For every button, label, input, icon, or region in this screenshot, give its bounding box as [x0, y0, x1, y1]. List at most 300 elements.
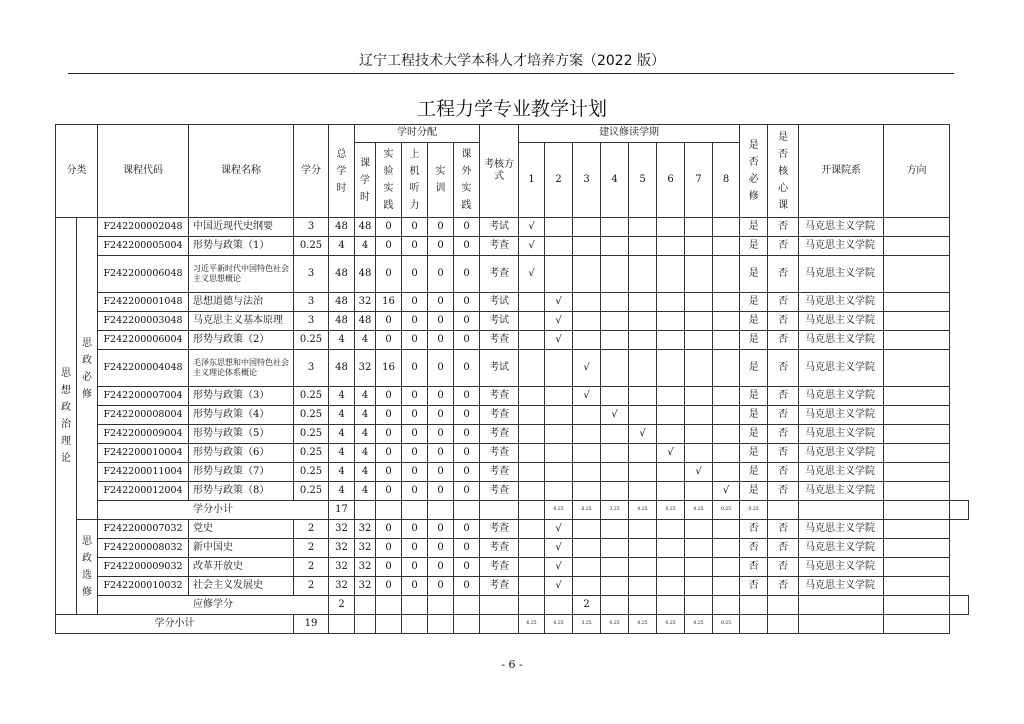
semester-cell [713, 256, 740, 293]
table-row [56, 218, 969, 237]
course-exam: 考查 [480, 463, 519, 482]
course-code: F242200009004 [98, 425, 189, 444]
semester-cell [713, 293, 740, 312]
summary-label: 学分小计 [98, 501, 329, 520]
semester-cell [657, 539, 685, 558]
summary-empty [402, 501, 428, 520]
summary-credit: 19 [294, 615, 329, 634]
course-lab: 0 [376, 425, 402, 444]
semester-cell [601, 350, 629, 387]
course-code: F242200003048 [98, 312, 189, 331]
course-credit: 2 [294, 577, 329, 596]
table-row [56, 387, 969, 406]
header-training: 实 训 [428, 143, 454, 218]
course-training: 0 [428, 444, 454, 463]
summary-empty [376, 596, 402, 615]
document-header: 辽宁工程技术大学本科人才培养方案（2022 版） [358, 53, 666, 69]
course-total: 4 [329, 444, 355, 463]
semester-cell [657, 237, 685, 256]
course-computer: 0 [402, 331, 428, 350]
semester-cell [519, 444, 545, 463]
semester-cell: √ [519, 218, 545, 237]
header-semester-group: 建议修读学期 [519, 125, 740, 143]
header-semester-8: 8 [713, 143, 740, 218]
course-training: 0 [428, 425, 454, 444]
course-dept: 马克思主义学院 [799, 256, 884, 293]
summary-semester: 6.25 [545, 615, 573, 634]
course-training: 0 [428, 256, 454, 293]
semester-cell [601, 577, 629, 596]
course-total: 32 [329, 558, 355, 577]
course-credit: 0.25 [294, 482, 329, 501]
table-row [56, 331, 969, 350]
course-core: 否 [768, 218, 799, 237]
subcategory-required: 思 政 必 修 [77, 218, 98, 520]
course-code: F242200008032 [98, 539, 189, 558]
course-credit: 2 [294, 539, 329, 558]
course-required: 是 [740, 406, 768, 425]
course-lecture: 4 [355, 331, 376, 350]
semester-cell [519, 350, 545, 387]
course-lab: 0 [376, 482, 402, 501]
course-code: F242200009032 [98, 558, 189, 577]
course-credit: 0.25 [294, 237, 329, 256]
course-lecture: 4 [355, 482, 376, 501]
course-total: 4 [329, 425, 355, 444]
course-computer: 0 [402, 558, 428, 577]
summary-empty [480, 615, 519, 634]
semester-cell [629, 218, 657, 237]
summary-empty [402, 615, 428, 634]
course-computer: 0 [402, 482, 428, 501]
semester-cell [657, 463, 685, 482]
course-credit: 3 [294, 350, 329, 387]
semester-cell [573, 237, 601, 256]
header-computer: 上 机 听 力 [402, 143, 428, 218]
page-title: 工程力学专业教学计划 [416, 98, 607, 120]
summary-semester: 0.25 [601, 615, 629, 634]
course-training: 0 [428, 406, 454, 425]
summary-semester: 0.25 [657, 501, 685, 520]
semester-cell [629, 293, 657, 312]
table-row [56, 520, 969, 539]
course-core: 否 [768, 577, 799, 596]
course-lab: 0 [376, 539, 402, 558]
course-name: 习近平新时代中国特色社会主义思想概论 [189, 256, 294, 293]
summary-empty [355, 596, 376, 615]
semester-cell [573, 577, 601, 596]
table-row [56, 312, 969, 331]
semester-cell [713, 331, 740, 350]
semester-cell [629, 577, 657, 596]
summary-empty [950, 596, 969, 615]
course-lecture: 32 [355, 539, 376, 558]
course-lab: 0 [376, 331, 402, 350]
course-code: F242200010032 [98, 577, 189, 596]
header-direction: 方向 [884, 125, 950, 218]
semester-cell [519, 312, 545, 331]
course-exam: 考试 [480, 350, 519, 387]
course-lab: 0 [376, 406, 402, 425]
course-required: 否 [740, 558, 768, 577]
course-extra: 0 [454, 256, 480, 293]
course-lab: 0 [376, 520, 402, 539]
semester-cell [601, 425, 629, 444]
header-semester-2: 2 [545, 143, 573, 218]
course-credit: 3 [294, 256, 329, 293]
course-direction [884, 539, 950, 558]
course-lab: 0 [376, 256, 402, 293]
table-row [56, 237, 969, 256]
header-semester-7: 7 [685, 143, 713, 218]
semester-cell [685, 256, 713, 293]
course-code: F242200007004 [98, 387, 189, 406]
semester-cell [657, 406, 685, 425]
course-exam: 考查 [480, 331, 519, 350]
semester-cell [685, 539, 713, 558]
course-lab: 0 [376, 463, 402, 482]
course-name: 改革开放史 [189, 558, 294, 577]
course-core: 否 [768, 482, 799, 501]
semester-cell [573, 463, 601, 482]
semester-cell [573, 482, 601, 501]
semester-cell [601, 444, 629, 463]
course-total: 4 [329, 237, 355, 256]
course-required: 是 [740, 350, 768, 387]
semester-cell [601, 463, 629, 482]
summary-empty [799, 615, 884, 634]
course-core: 否 [768, 444, 799, 463]
table-row [56, 350, 969, 387]
summary-semester [657, 596, 685, 615]
course-code: F242200011004 [98, 463, 189, 482]
course-required: 是 [740, 218, 768, 237]
course-required: 是 [740, 256, 768, 293]
summary-semester: 3.25 [601, 501, 629, 520]
semester-cell: √ [545, 577, 573, 596]
semester-cell [519, 406, 545, 425]
course-extra: 0 [454, 482, 480, 501]
header-code: 课程代码 [98, 125, 189, 218]
semester-cell [601, 218, 629, 237]
header-total-hours: 总 学 时 [329, 125, 355, 218]
course-lecture: 32 [355, 293, 376, 312]
header-exam: 考核方式 [480, 125, 519, 218]
course-code: F242200002048 [98, 218, 189, 237]
course-lab: 0 [376, 577, 402, 596]
course-dept: 马克思主义学院 [799, 577, 884, 596]
course-extra: 0 [454, 520, 480, 539]
semester-cell: √ [573, 387, 601, 406]
header-extra: 课 外 实 践 [454, 143, 480, 218]
summary-empty [402, 596, 428, 615]
summary-empty [480, 596, 519, 615]
course-training: 0 [428, 293, 454, 312]
summary-empty [454, 501, 480, 520]
header-hours-group: 学时分配 [355, 125, 480, 143]
summary-semester: 6.25 [545, 501, 573, 520]
semester-cell: √ [519, 256, 545, 293]
course-name: 毛泽东思想和中国特色社会主义理论体系概论 [189, 350, 294, 387]
summary-semester: 0.25 [713, 501, 740, 520]
semester-cell [601, 256, 629, 293]
summary-credit: 2 [329, 596, 355, 615]
course-computer: 0 [402, 312, 428, 331]
course-total: 48 [329, 218, 355, 237]
course-code: F242200007032 [98, 520, 189, 539]
summary-empty [884, 596, 950, 615]
summary-semester [601, 596, 629, 615]
table-row [56, 577, 969, 596]
course-core: 否 [768, 256, 799, 293]
semester-cell [713, 406, 740, 425]
header-rule [68, 73, 954, 74]
course-extra: 0 [454, 463, 480, 482]
course-direction [884, 350, 950, 387]
course-extra: 0 [454, 312, 480, 331]
course-computer: 0 [402, 425, 428, 444]
course-code: F242200006004 [98, 331, 189, 350]
semester-cell [629, 406, 657, 425]
table-row [56, 444, 969, 463]
semester-cell [519, 520, 545, 539]
semester-cell: √ [519, 237, 545, 256]
course-name: 形势与政策（2） [189, 331, 294, 350]
semester-cell [629, 539, 657, 558]
semester-cell [601, 482, 629, 501]
course-dept: 马克思主义学院 [799, 425, 884, 444]
semester-cell [519, 387, 545, 406]
header-semester-3: 3 [573, 143, 601, 218]
course-computer: 0 [402, 520, 428, 539]
semester-cell [657, 331, 685, 350]
course-direction [884, 463, 950, 482]
course-lab: 0 [376, 558, 402, 577]
course-extra: 0 [454, 218, 480, 237]
course-direction [884, 558, 950, 577]
course-required: 是 [740, 482, 768, 501]
course-required: 否 [740, 539, 768, 558]
summary-semester [740, 596, 768, 615]
course-training: 0 [428, 237, 454, 256]
semester-cell [545, 406, 573, 425]
table-row [56, 463, 969, 482]
semester-cell [573, 539, 601, 558]
semester-cell [713, 444, 740, 463]
course-code: F242200010004 [98, 444, 189, 463]
course-lab: 16 [376, 350, 402, 387]
semester-cell [601, 387, 629, 406]
course-total: 48 [329, 312, 355, 331]
header-core: 是 否 核 心 课 [768, 125, 799, 218]
course-direction [884, 293, 950, 312]
summary-semester: 0.25 [629, 615, 657, 634]
course-credit: 0.25 [294, 463, 329, 482]
table-row [56, 558, 969, 577]
semester-cell [573, 425, 601, 444]
semester-cell: √ [657, 444, 685, 463]
semester-cell [573, 256, 601, 293]
semester-cell [685, 312, 713, 331]
semester-cell [657, 387, 685, 406]
semester-cell: √ [545, 312, 573, 331]
semester-cell [573, 520, 601, 539]
semester-cell [519, 577, 545, 596]
summary-empty [376, 615, 402, 634]
course-extra: 0 [454, 387, 480, 406]
course-total: 48 [329, 256, 355, 293]
header-semester-4: 4 [601, 143, 629, 218]
course-total: 4 [329, 387, 355, 406]
course-name: 形势与政策（8） [189, 482, 294, 501]
semester-cell [519, 539, 545, 558]
course-training: 0 [428, 520, 454, 539]
course-core: 否 [768, 387, 799, 406]
course-exam: 考查 [480, 482, 519, 501]
semester-cell [713, 539, 740, 558]
semester-cell: √ [629, 425, 657, 444]
course-training: 0 [428, 558, 454, 577]
course-required: 否 [740, 577, 768, 596]
course-extra: 0 [454, 577, 480, 596]
summary-empty [355, 501, 376, 520]
course-code: F242200004048 [98, 350, 189, 387]
summary-semester: 0.25 [740, 501, 768, 520]
semester-cell [713, 387, 740, 406]
course-exam: 考查 [480, 520, 519, 539]
semester-cell [573, 331, 601, 350]
course-lecture: 32 [355, 350, 376, 387]
semester-cell [629, 312, 657, 331]
semester-cell [685, 482, 713, 501]
course-total: 48 [329, 293, 355, 312]
course-exam: 考查 [480, 558, 519, 577]
semester-cell: √ [545, 558, 573, 577]
semester-cell [573, 218, 601, 237]
course-dept: 马克思主义学院 [799, 312, 884, 331]
course-name: 形势与政策（4） [189, 406, 294, 425]
course-extra: 0 [454, 406, 480, 425]
summary-semester: 2 [573, 596, 601, 615]
summary-empty [454, 596, 480, 615]
course-computer: 0 [402, 406, 428, 425]
semester-cell [685, 331, 713, 350]
semester-cell [545, 387, 573, 406]
course-lecture: 4 [355, 387, 376, 406]
semester-cell: √ [601, 406, 629, 425]
course-credit: 0.25 [294, 331, 329, 350]
semester-cell [657, 293, 685, 312]
course-lecture: 48 [355, 218, 376, 237]
course-lecture: 4 [355, 406, 376, 425]
table-row [56, 425, 969, 444]
course-name: 社会主义发展史 [189, 577, 294, 596]
semester-cell [545, 218, 573, 237]
header-credit: 学分 [294, 125, 329, 218]
summary-empty [768, 596, 799, 615]
course-total: 32 [329, 539, 355, 558]
semester-cell: √ [713, 482, 740, 501]
course-dept: 马克思主义学院 [799, 482, 884, 501]
course-required: 是 [740, 463, 768, 482]
course-core: 否 [768, 463, 799, 482]
semester-cell [713, 577, 740, 596]
summary-semester: 6.25 [573, 501, 601, 520]
course-lecture: 32 [355, 577, 376, 596]
course-extra: 0 [454, 331, 480, 350]
course-credit: 3 [294, 218, 329, 237]
semester-cell [545, 237, 573, 256]
semester-cell [657, 577, 685, 596]
course-training: 0 [428, 577, 454, 596]
course-dept: 马克思主义学院 [799, 406, 884, 425]
semester-cell [657, 520, 685, 539]
summary-semester: 0.25 [713, 615, 740, 634]
course-total: 4 [329, 463, 355, 482]
semester-cell [573, 312, 601, 331]
header-lab: 实 验 实 践 [376, 143, 402, 218]
course-required: 是 [740, 444, 768, 463]
course-lecture: 48 [355, 312, 376, 331]
semester-cell [601, 331, 629, 350]
course-computer: 0 [402, 387, 428, 406]
semester-cell [713, 312, 740, 331]
course-core: 否 [768, 539, 799, 558]
semester-cell [545, 463, 573, 482]
course-total: 4 [329, 331, 355, 350]
course-direction [884, 256, 950, 293]
semester-cell [601, 293, 629, 312]
course-total: 32 [329, 577, 355, 596]
course-computer: 0 [402, 444, 428, 463]
course-direction [884, 387, 950, 406]
semester-cell [629, 482, 657, 501]
header-semester-6: 6 [657, 143, 685, 218]
semester-cell [713, 425, 740, 444]
summary-empty [428, 501, 454, 520]
semester-cell [713, 218, 740, 237]
course-lecture: 32 [355, 520, 376, 539]
course-name: 形势与政策（6） [189, 444, 294, 463]
semester-cell [601, 237, 629, 256]
course-lab: 0 [376, 218, 402, 237]
course-exam: 考查 [480, 539, 519, 558]
course-name: 形势与政策（1） [189, 237, 294, 256]
course-dept: 马克思主义学院 [799, 444, 884, 463]
summary-semester [713, 596, 740, 615]
header-semester-5: 5 [629, 143, 657, 218]
course-required: 是 [740, 293, 768, 312]
header-name: 课程名称 [189, 125, 294, 218]
semester-cell [713, 350, 740, 387]
semester-cell [713, 520, 740, 539]
summary-empty [884, 615, 950, 634]
semester-cell [713, 463, 740, 482]
summary-empty [519, 501, 545, 520]
summary-row [56, 596, 969, 615]
course-exam: 考查 [480, 425, 519, 444]
semester-cell [685, 577, 713, 596]
semester-cell: √ [545, 293, 573, 312]
course-dept: 马克思主义学院 [799, 218, 884, 237]
semester-cell [519, 558, 545, 577]
course-name: 形势与政策（7） [189, 463, 294, 482]
summary-semester: 0.25 [685, 615, 713, 634]
semester-cell [629, 256, 657, 293]
course-name: 中国近现代史纲要 [189, 218, 294, 237]
course-training: 0 [428, 482, 454, 501]
semester-cell: √ [685, 463, 713, 482]
